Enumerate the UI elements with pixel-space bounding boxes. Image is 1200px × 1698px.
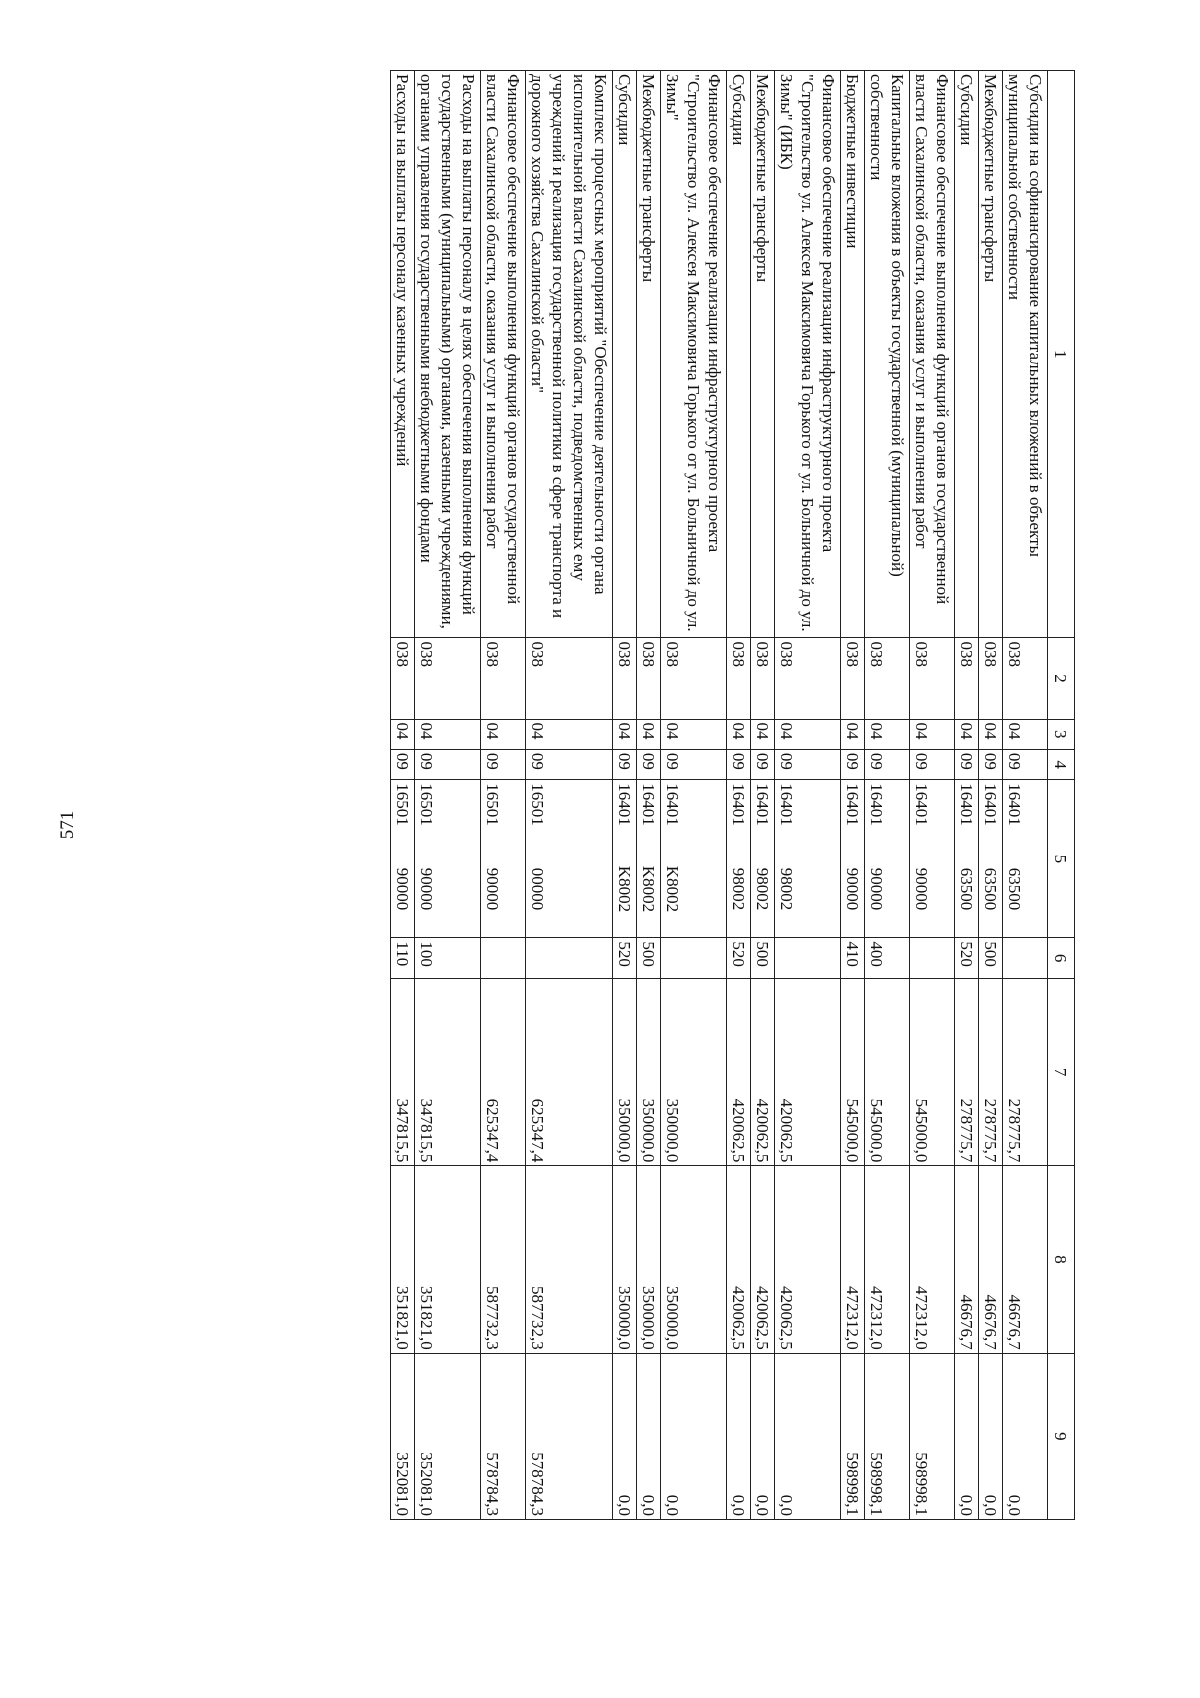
- row-amount-col8: 46676,7: [1003, 1166, 1048, 1353]
- row-section-code: 04: [979, 719, 1003, 749]
- row-expense-type: [526, 938, 613, 979]
- row-name: Расходы на выплаты персоналу в целях обеспечения выполнения функций государственными (муниципальными) органами, казенными учреждениями, органами управления государственными внебюджетными фондами: [415, 71, 481, 638]
- row-program-code: 16401: [637, 780, 661, 841]
- row-ministry-code: 038: [727, 638, 751, 719]
- row-expense-type: 500: [751, 938, 775, 979]
- row-expense-type: 520: [955, 938, 979, 979]
- row-amount-col9: 598998,1: [910, 1353, 955, 1519]
- row-program-code: 16501: [481, 780, 526, 841]
- table-row: [481, 71, 526, 1520]
- header-col-6: 6: [1048, 938, 1075, 979]
- row-direction-code: 90000: [415, 841, 481, 938]
- row-amount-col9: 0,0: [727, 1353, 751, 1519]
- row-section-code: 04: [955, 719, 979, 749]
- row-amount-col7: 420062,5: [751, 978, 775, 1165]
- row-amount-col8: 420062,5: [727, 1166, 751, 1353]
- row-direction-code: K8002: [661, 841, 727, 938]
- row-amount-col9: 598998,1: [865, 1353, 910, 1519]
- row-direction-code: K8002: [613, 841, 637, 938]
- row-subsection-code: 09: [841, 749, 865, 779]
- row-amount-col8: 351821,0: [391, 1166, 415, 1353]
- row-amount-col9: 352081,0: [391, 1353, 415, 1519]
- row-section-code: 04: [613, 719, 637, 749]
- row-subsection-code: 09: [910, 749, 955, 779]
- row-ministry-code: 038: [979, 638, 1003, 719]
- header-col-4: 4: [1048, 749, 1075, 779]
- row-expense-type: 400: [865, 938, 910, 979]
- row-subsection-code: 09: [481, 749, 526, 779]
- row-amount-col8: 350000,0: [661, 1166, 727, 1353]
- row-expense-type: [775, 938, 841, 979]
- row-expense-type: [910, 938, 955, 979]
- row-section-code: 04: [391, 719, 415, 749]
- row-name: Межбюджетные трансферты: [979, 71, 1003, 638]
- row-direction-code: 90000: [481, 841, 526, 938]
- row-expense-type: 100: [415, 938, 481, 979]
- row-ministry-code: 038: [910, 638, 955, 719]
- row-ministry-code: 038: [751, 638, 775, 719]
- row-program-code: 16401: [910, 780, 955, 841]
- budget-table-rotated: [215, 70, 1075, 1520]
- header-col-8: 8: [1048, 1166, 1075, 1353]
- row-amount-col8: 46676,7: [955, 1166, 979, 1353]
- row-section-code: 04: [865, 719, 910, 749]
- header-col-5: 5: [1048, 780, 1075, 938]
- row-expense-type: [481, 938, 526, 979]
- row-name: Расходы на выплаты персоналу казенных учреждений: [391, 71, 415, 638]
- row-amount-col9: 598998,1: [841, 1353, 865, 1519]
- row-expense-type: 520: [613, 938, 637, 979]
- row-program-code: 16401: [661, 780, 727, 841]
- table-row: [415, 71, 481, 1520]
- row-program-code: 16401: [955, 780, 979, 841]
- row-name: Субсидии на софинансирование капитальных вложений в объекты муниципальной собственности: [1003, 71, 1048, 638]
- row-amount-col9: 0,0: [637, 1353, 661, 1519]
- row-subsection-code: 09: [637, 749, 661, 779]
- row-subsection-code: 09: [775, 749, 841, 779]
- row-section-code: 04: [637, 719, 661, 749]
- row-ministry-code: 038: [955, 638, 979, 719]
- header-col-3: 3: [1048, 719, 1075, 749]
- row-program-code: 16501: [526, 780, 613, 841]
- row-amount-col7: 625347,4: [481, 978, 526, 1165]
- row-name: Финансовое обеспечение выполнения функций органов государственной власти Сахалинской области, оказания услуг и выполнения работ: [481, 71, 526, 638]
- row-name: Межбюджетные трансферты: [637, 71, 661, 638]
- row-amount-col8: 472312,0: [910, 1166, 955, 1353]
- table-row: [637, 71, 661, 1520]
- row-ministry-code: 038: [391, 638, 415, 719]
- row-direction-code: 63500: [1003, 841, 1048, 938]
- row-section-code: 04: [1003, 719, 1048, 749]
- row-amount-col8: 420062,5: [775, 1166, 841, 1353]
- row-amount-col7: 420062,5: [727, 978, 751, 1165]
- row-direction-code: 90000: [391, 841, 415, 938]
- table-row: [910, 71, 955, 1520]
- row-amount-col8: 351821,0: [415, 1166, 481, 1353]
- row-amount-col7: 278775,7: [1003, 978, 1048, 1165]
- table-row: [751, 71, 775, 1520]
- row-program-code: 16401: [775, 780, 841, 841]
- row-subsection-code: 09: [415, 749, 481, 779]
- row-subsection-code: 09: [727, 749, 751, 779]
- table-row: [775, 71, 841, 1520]
- row-section-code: 04: [481, 719, 526, 749]
- row-subsection-code: 09: [391, 749, 415, 779]
- row-amount-col7: 347815,5: [415, 978, 481, 1165]
- row-program-code: 16401: [865, 780, 910, 841]
- row-amount-col7: 625347,4: [526, 978, 613, 1165]
- row-direction-code: 00000: [526, 841, 613, 938]
- row-section-code: 04: [526, 719, 613, 749]
- row-amount-col8: 587732,3: [481, 1166, 526, 1353]
- row-name: Межбюджетные трансферты: [751, 71, 775, 638]
- row-expense-type: 500: [637, 938, 661, 979]
- row-amount-col7: 278775,7: [955, 978, 979, 1165]
- row-subsection-code: 09: [613, 749, 637, 779]
- row-expense-type: 500: [979, 938, 1003, 979]
- row-ministry-code: 038: [865, 638, 910, 719]
- header-col-7: 7: [1048, 978, 1075, 1165]
- row-program-code: 16401: [727, 780, 751, 841]
- row-amount-col7: 545000,0: [865, 978, 910, 1165]
- header-col-9: 9: [1048, 1353, 1075, 1519]
- row-expense-type: [1003, 938, 1048, 979]
- row-name: Бюджетные инвестиции: [841, 71, 865, 638]
- row-subsection-code: 09: [751, 749, 775, 779]
- row-amount-col8: 587732,3: [526, 1166, 613, 1353]
- row-name: Финансовое обеспечение реализации инфраструктурного проекта "Строительство ул. Алексея Максимовича Горького от ул. Больничной до ул. Зимы": [661, 71, 727, 638]
- row-expense-type: 110: [391, 938, 415, 979]
- row-ministry-code: 038: [1003, 638, 1048, 719]
- table-row: [613, 71, 637, 1520]
- row-amount-col7: 545000,0: [910, 978, 955, 1165]
- table-row: [661, 71, 727, 1520]
- table-row: [526, 71, 613, 1520]
- row-amount-col8: 472312,0: [841, 1166, 865, 1353]
- row-direction-code: 90000: [865, 841, 910, 938]
- row-subsection-code: 09: [526, 749, 613, 779]
- table-row: [955, 71, 979, 1520]
- row-program-code: 16401: [979, 780, 1003, 841]
- row-expense-type: 410: [841, 938, 865, 979]
- row-direction-code: 63500: [955, 841, 979, 938]
- row-direction-code: K8002: [637, 841, 661, 938]
- row-amount-col9: 0,0: [661, 1353, 727, 1519]
- row-subsection-code: 09: [865, 749, 910, 779]
- row-name: Финансовое обеспечение выполнения функций органов государственной власти Сахалинской области, оказания услуг и выполнения работ: [910, 71, 955, 638]
- row-direction-code: 63500: [979, 841, 1003, 938]
- row-ministry-code: 038: [841, 638, 865, 719]
- row-direction-code: 98002: [751, 841, 775, 938]
- row-amount-col9: 0,0: [979, 1353, 1003, 1519]
- row-program-code: 16401: [613, 780, 637, 841]
- row-section-code: 04: [661, 719, 727, 749]
- table-row: [391, 71, 415, 1520]
- row-amount-col9: 0,0: [613, 1353, 637, 1519]
- row-expense-type: [661, 938, 727, 979]
- row-name: Субсидии: [955, 71, 979, 638]
- row-amount-col8: 420062,5: [751, 1166, 775, 1353]
- row-section-code: 04: [727, 719, 751, 749]
- row-section-code: 04: [415, 719, 481, 749]
- row-amount-col7: 545000,0: [841, 978, 865, 1165]
- row-program-code: 16501: [391, 780, 415, 841]
- row-amount-col8: 350000,0: [613, 1166, 637, 1353]
- row-ministry-code: 038: [526, 638, 613, 719]
- row-ministry-code: 038: [481, 638, 526, 719]
- row-section-code: 04: [841, 719, 865, 749]
- page-number: 571: [57, 810, 78, 840]
- row-section-code: 04: [910, 719, 955, 749]
- row-amount-col9: 352081,0: [415, 1353, 481, 1519]
- row-amount-col9: 578784,3: [526, 1353, 613, 1519]
- row-amount-col9: 0,0: [751, 1353, 775, 1519]
- header-row: [1048, 71, 1075, 1520]
- row-amount-col7: 420062,5: [775, 978, 841, 1165]
- row-ministry-code: 038: [637, 638, 661, 719]
- row-expense-type: 520: [727, 938, 751, 979]
- row-subsection-code: 09: [979, 749, 1003, 779]
- row-direction-code: 98002: [727, 841, 751, 938]
- row-program-code: 16401: [1003, 780, 1048, 841]
- row-name: Финансовое обеспечение реализации инфраструктурного проекта "Строительство ул. Алексея Максимовича Горького от ул. Больничной до ул. Зимы" (ИБК): [775, 71, 841, 638]
- row-program-code: 16401: [751, 780, 775, 841]
- header-col-2: 2: [1048, 638, 1075, 719]
- row-name: Субсидии: [613, 71, 637, 638]
- row-amount-col7: 350000,0: [613, 978, 637, 1165]
- row-section-code: 04: [751, 719, 775, 749]
- row-amount-col8: 472312,0: [865, 1166, 910, 1353]
- row-direction-code: 98002: [775, 841, 841, 938]
- row-amount-col7: 350000,0: [661, 978, 727, 1165]
- row-subsection-code: 09: [1003, 749, 1048, 779]
- row-ministry-code: 038: [613, 638, 637, 719]
- table-row: [1003, 71, 1048, 1520]
- row-amount-col7: 278775,7: [979, 978, 1003, 1165]
- row-program-code: 16501: [415, 780, 481, 841]
- row-subsection-code: 09: [661, 749, 727, 779]
- row-name: Субсидии: [727, 71, 751, 638]
- row-section-code: 04: [775, 719, 841, 749]
- row-ministry-code: 038: [415, 638, 481, 719]
- header-col-1: 1: [1048, 71, 1075, 638]
- row-direction-code: 90000: [841, 841, 865, 938]
- row-amount-col8: 46676,7: [979, 1166, 1003, 1353]
- table-row: [979, 71, 1003, 1520]
- row-amount-col9: 0,0: [1003, 1353, 1048, 1519]
- row-amount-col7: 347815,5: [391, 978, 415, 1165]
- row-subsection-code: 09: [955, 749, 979, 779]
- table-row: [841, 71, 865, 1520]
- row-amount-col9: 0,0: [955, 1353, 979, 1519]
- row-amount-col9: 0,0: [775, 1353, 841, 1519]
- row-name: Капитальные вложения в объекты государственной (муниципальной) собственности: [865, 71, 910, 638]
- budget-table: [390, 70, 1075, 1520]
- table-row: [865, 71, 910, 1520]
- row-ministry-code: 038: [775, 638, 841, 719]
- row-amount-col7: 350000,0: [637, 978, 661, 1165]
- table-row: [727, 71, 751, 1520]
- row-direction-code: 90000: [910, 841, 955, 938]
- row-name: Комплекс процессных мероприятий "Обеспечение деятельности органа исполнительной власти Сахалинской области, подведомственных ему учреждений и реализация государственной политики в сфере транспорта и дорожного хозяйства Сахалинской области": [526, 71, 613, 638]
- row-amount-col8: 350000,0: [637, 1166, 661, 1353]
- row-ministry-code: 038: [661, 638, 727, 719]
- row-amount-col9: 578784,3: [481, 1353, 526, 1519]
- row-program-code: 16401: [841, 780, 865, 841]
